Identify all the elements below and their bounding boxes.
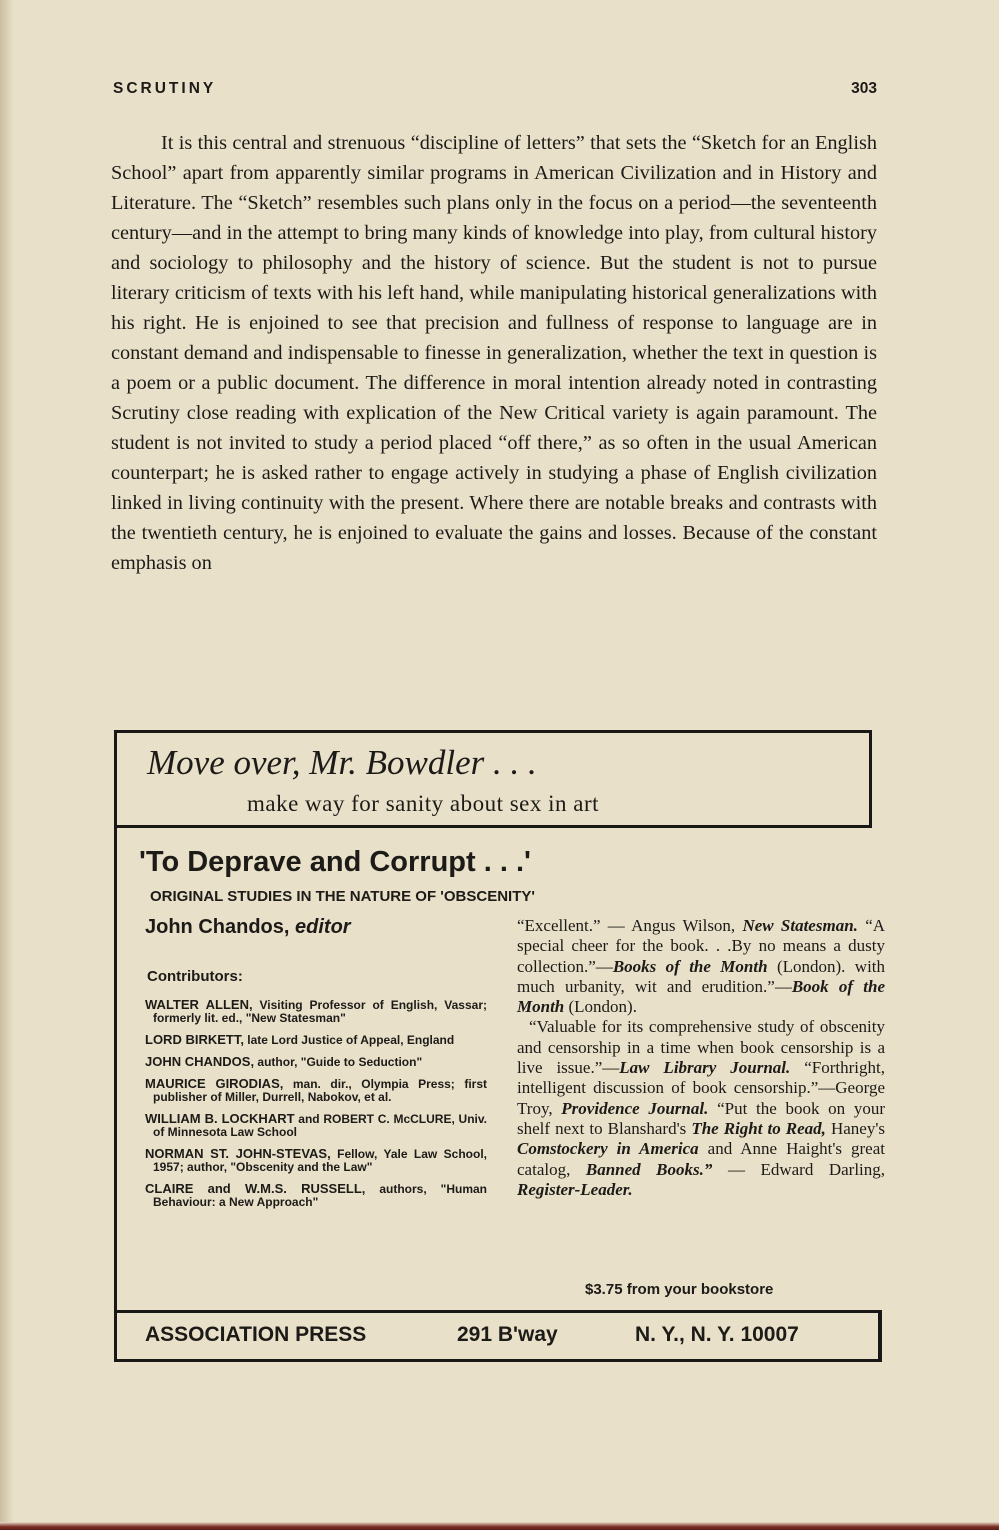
review-text: “A special cheer for the book. . .By no means a dusty collection.”— xyxy=(517,916,886,976)
contributor-desc: late Lord Justice of Appeal, England xyxy=(247,1033,455,1047)
editor-role: editor xyxy=(295,916,351,938)
contributors-list xyxy=(145,998,487,1217)
publisher-name: ASSOCIATION PRESS xyxy=(145,1323,367,1346)
body-paragraph: It is this central and strenuous “discipline of letters” that sets the “Sketch for an English School” apart from apparently similar programs in American Civilization and in History and Literature. The “Sketch” resembles such plans only in the focus on a period—the seventeenth century—and in the attempt to bring many kinds of knowledge into play, from cultural history and sociology to philosophy and the history of science. But the student is not to pursue literary criticism of texts with his left hand, while manipulating historical generalizations with his right. He is enjoined to see that precision and fullness of response to language are in constant demand and indispensable to finesse in generalization, whether the text in question is a poem or a public document. The difference in moral intention already noted in contrasting Scrutiny close reading with explication of the New Critical variety is again paramount. The student is not invited to study a period placed “off there,” as so often in the usual American counterpart; he is asked rather to engage actively in studying a phase of English civilization linked in living continuity with the present. Where there are notable breaks and contrasts with the twentieth century, he is enjoined to evaluate the gains and losses. Because of the constant emphasis on xyxy=(111,132,877,574)
contributor-desc: and ROBERT C. McCLURE, Univ. of Minnesota Law School xyxy=(153,1112,487,1139)
running-head xyxy=(113,80,877,98)
contributor-entry xyxy=(145,998,487,1025)
review-source: Banned Books.” xyxy=(585,1159,713,1179)
contributor-name: WILLIAM B. LOCKHART xyxy=(145,1111,295,1126)
review-paragraph xyxy=(517,916,885,1017)
reviews-column xyxy=(517,916,885,1200)
contributor-desc: man. dir., Olympia Press; first publisher of Miller, Durrell, Nabokov, et al. xyxy=(153,1077,487,1104)
review-source: Law Library Journal. xyxy=(619,1058,791,1078)
review-text: Haney's xyxy=(830,1118,886,1138)
contributor-entry xyxy=(145,1182,487,1209)
ad-subline: make way for sanity about sex in art xyxy=(247,791,600,816)
ad-body xyxy=(114,828,886,1310)
contributor-entry xyxy=(145,1147,487,1174)
review-source: Register-Leader. xyxy=(517,1179,633,1199)
review-source: Books of the Month xyxy=(612,956,768,976)
review-text: (London). with much urbanity, wit and erudition.”— xyxy=(517,956,886,996)
publisher-footer xyxy=(114,1310,882,1362)
page-spine-shadow xyxy=(0,0,14,1530)
contributor-entry xyxy=(145,1033,487,1047)
review-text: “Forthright, intelligent discussion of book censorship.”—George Troy, xyxy=(517,1058,885,1118)
contributor-entry xyxy=(145,1077,487,1104)
contributor-entry xyxy=(145,1112,487,1139)
contributor-name: NORMAN ST. JOHN-STEVAS, xyxy=(145,1146,331,1161)
book-subtitle: ORIGINAL STUDIES IN THE NATURE OF 'OBSCENITY' xyxy=(150,888,535,905)
contributor-name: JOHN CHANDOS, xyxy=(145,1054,255,1069)
review-text: “Put the book on your shelf next to Blanshard's xyxy=(517,1098,886,1138)
contributor-desc: Fellow, Yale Law School, 1957; author, "Obscenity and the Law" xyxy=(153,1147,487,1174)
page-number: 303 xyxy=(851,80,877,97)
review-source: Book of the Month xyxy=(517,976,885,1017)
ad-header-box xyxy=(114,730,872,828)
review-source: Comstockery in America xyxy=(517,1139,699,1159)
publisher-city: N. Y., N. Y. 10007 xyxy=(635,1323,799,1346)
contributor-name: LORD BIRKETT, xyxy=(145,1032,244,1047)
review-text: and Anne Haight's great catalog, xyxy=(517,1139,885,1179)
editor-name: John Chandos, xyxy=(145,916,290,938)
review-text: “Valuable for its comprehensive study of obscenity and censorship in a time when book censorship is a live issue.”— xyxy=(517,1017,885,1078)
contributor-desc: authors, "Human Behaviour: a New Approach" xyxy=(153,1182,487,1209)
book-title: 'To Deprave and Corrupt . . .' xyxy=(139,846,531,878)
review-source: Providence Journal. xyxy=(561,1098,709,1118)
review-source: The Right to Read, xyxy=(691,1118,826,1138)
contributor-name: CLAIRE and W.M.S. RUSSELL, xyxy=(145,1181,366,1196)
contributor-name: MAURICE GIRODIAS, xyxy=(145,1076,284,1091)
contributors-label: Contributors: xyxy=(147,968,243,985)
contributor-desc: Visiting Professor of English, Vassar; formerly lit. ed., "New Statesman" xyxy=(153,998,487,1025)
journal-title: SCRUTINY xyxy=(113,80,217,97)
review-source: New Statesman. xyxy=(742,916,858,935)
contributor-name: WALTER ALLEN, xyxy=(145,997,253,1012)
review-paragraph xyxy=(517,1017,885,1200)
price-line: $3.75 from your bookstore xyxy=(585,1281,774,1298)
contributor-desc: author, "Guide to Seduction" xyxy=(257,1055,423,1069)
review-text: “Excellent.” — Angus Wilson, xyxy=(517,916,736,935)
review-text: — Edward Darling, xyxy=(727,1159,886,1179)
page-bottom-edge xyxy=(0,1522,999,1530)
publisher-address: 291 B'way xyxy=(457,1323,558,1346)
review-text: (London). xyxy=(568,997,637,1017)
ad-headline: Move over, Mr. Bowdler . . . xyxy=(147,743,537,782)
contributor-entry xyxy=(145,1055,487,1069)
book-editor xyxy=(145,916,351,939)
